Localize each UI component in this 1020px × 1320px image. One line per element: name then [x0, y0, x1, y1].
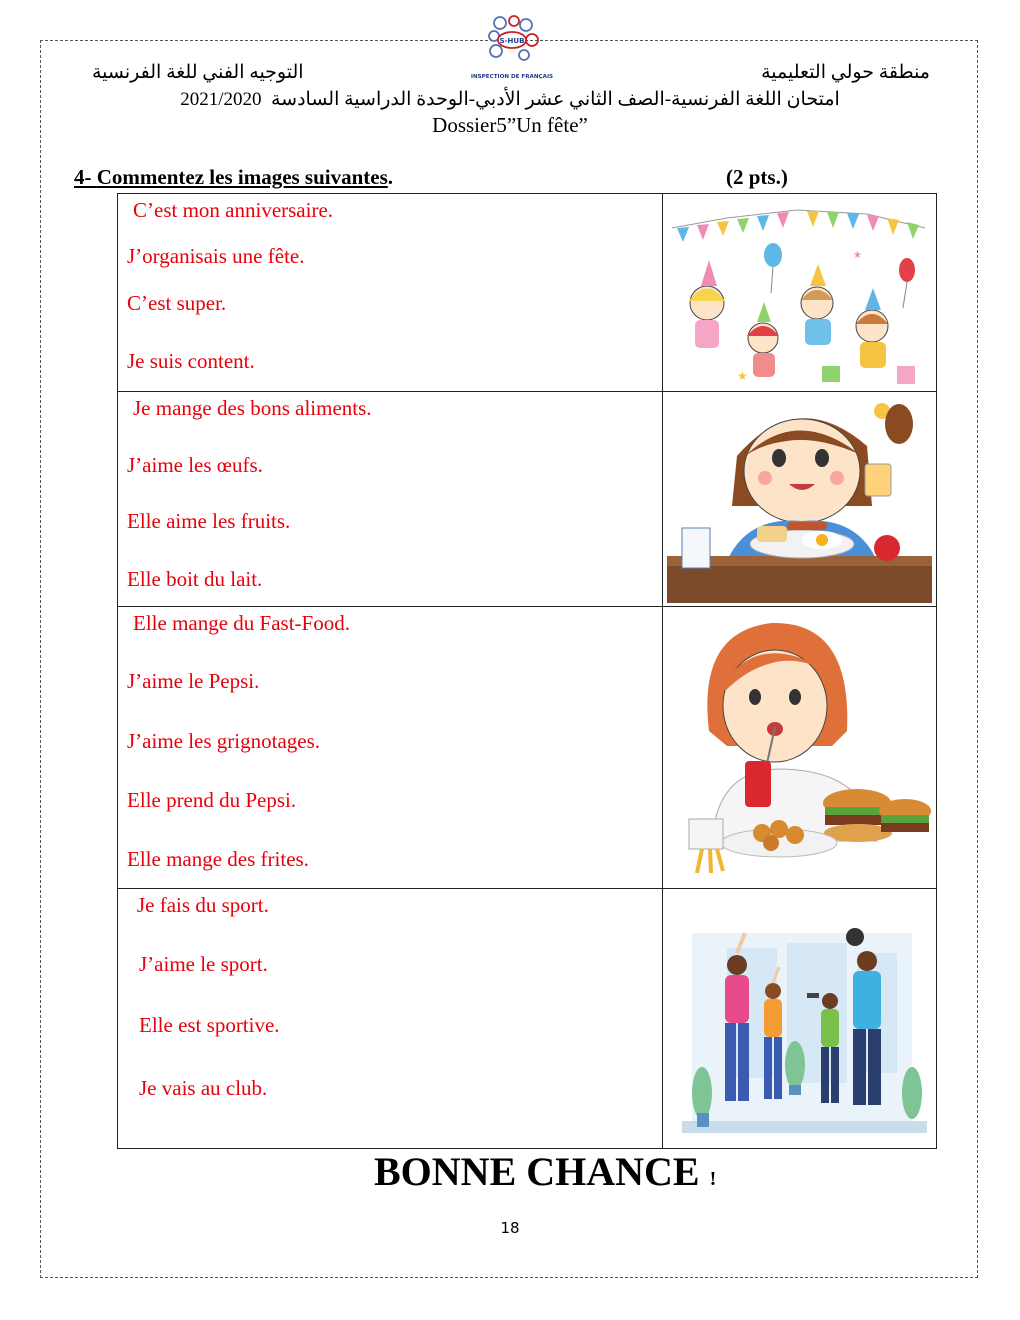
- answer-line: Elle boit du lait.: [127, 567, 263, 591]
- table-row: [118, 392, 937, 607]
- answer-line: C’est super.: [127, 291, 227, 315]
- svg-text:★: ★: [853, 250, 863, 261]
- question-instruction: Commentez les images suivantes: [96, 165, 388, 189]
- answer-line: Elle est sportive.: [139, 1013, 280, 1037]
- answer-line: Je fais du sport.: [137, 893, 269, 917]
- table-row: [118, 889, 937, 1149]
- closing-exclaim: !: [709, 1168, 717, 1190]
- svg-text:★: ★: [737, 369, 749, 383]
- image-cell: [663, 889, 937, 1149]
- answer-line: J’organisais une fête.: [127, 244, 305, 268]
- answer-line: C’est mon anniversaire.: [133, 198, 334, 222]
- image-cell: [663, 607, 937, 889]
- logo-text: S-HUB: [499, 37, 525, 45]
- answer-table: [117, 193, 937, 1149]
- department-title: التوجيه الفني للغة الفرنسية: [92, 62, 304, 83]
- answer-line: Je suis content.: [127, 349, 255, 373]
- image-cell: [663, 194, 937, 392]
- question-period: .: [387, 165, 394, 189]
- family-exercise-illustration: [667, 893, 932, 1143]
- answer-line: J’aime le Pepsi.: [127, 669, 260, 693]
- answer-line: J’aime les œufs.: [127, 453, 263, 477]
- table-row: [118, 607, 937, 889]
- answer-line: Elle mange des frites.: [127, 847, 309, 871]
- question-number: 4-: [74, 165, 92, 189]
- girl-fast-food-illustration: [667, 611, 932, 885]
- answer-line: Elle aime les fruits.: [127, 509, 291, 533]
- closing-message: [374, 1148, 716, 1195]
- answer-line: Elle mange du Fast-Food.: [133, 611, 350, 635]
- answer-line: Elle prend du Pepsi.: [127, 788, 297, 812]
- answer-line: J’aime les grignotages.: [127, 729, 321, 753]
- answer-cell: [118, 194, 663, 392]
- answer-line: Je mange des bons aliments.: [133, 396, 372, 420]
- answer-line: J’aime le sport.: [139, 952, 268, 976]
- page-number: 18: [500, 1219, 520, 1237]
- girl-breakfast-illustration: [667, 396, 932, 603]
- inspection-logo: [466, 14, 558, 84]
- exam-description: امتحان اللغة الفرنسية-الصف الثاني عشر الأدبي-الوحدة الدراسية السادسة: [270, 89, 840, 110]
- table-row: [118, 194, 937, 392]
- logo-caption: INSPECTION DE FRANÇAIS: [470, 74, 554, 80]
- answer-cell: [118, 889, 663, 1149]
- dossier-title: Dossier5”Un fête”: [432, 113, 588, 137]
- exam-year: 2021/2020: [180, 89, 262, 110]
- answer-line: Je vais au club.: [139, 1076, 268, 1100]
- answer-cell: [118, 607, 663, 889]
- exam-title: [0, 88, 1020, 111]
- closing-text: BONNE CHANCE: [374, 1149, 700, 1194]
- question-points: (2 pts.): [726, 165, 788, 189]
- birthday-party-illustration: [667, 198, 932, 388]
- image-cell: [663, 392, 937, 607]
- question-title: [74, 165, 393, 190]
- answer-cell: [118, 392, 663, 607]
- region-title: منطقة حولي التعليمية: [761, 62, 930, 83]
